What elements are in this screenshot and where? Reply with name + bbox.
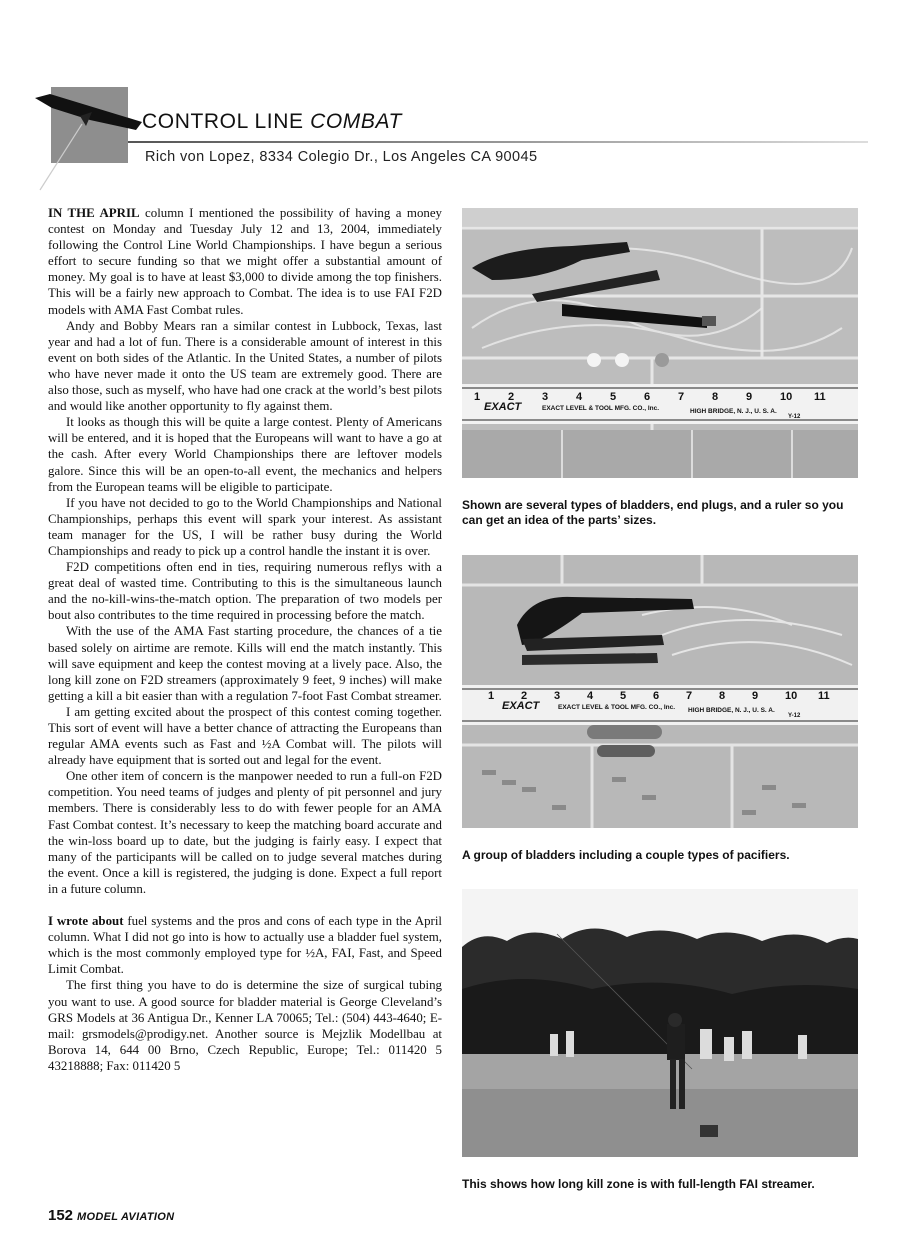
ruler-number: 7 [678,391,685,403]
ruler-brand: EXACT [502,700,540,712]
photo-caption-1: Shown are several types of bladders, end plugs, and a ruler so you can get an idea of the parts’ sizes. [462,498,844,527]
paragraph: The first thing you have to do is determine the size of surgical tubing you want to use. A good source for bladder material is George Cleveland’s GRS Models at 36 Antigua Dr., Kenner LA 70065; Tel.: (504) 443-4640; E-mail: grsmodels@prodigy.net. Another source is Mejzlik Modellbau at Borova 14, 644 00 Brno, Czech Republic, Europe; Tel.: 011420 5 43218888; Fax: 011420 5 [48,978,442,1073]
article-column [48,205,442,1074]
ruler-number: 5 [620,690,627,702]
ruler-place: HIGH BRIDGE, N. J., U. S. A. [690,408,777,415]
page-folio [48,1207,174,1224]
ruler-number: 11 [814,391,826,403]
ruler-number: 6 [644,391,651,403]
photo-bladders-ruler [462,208,858,478]
ruler-number: 6 [653,690,660,702]
title-rule [128,141,868,143]
ruler-number: 2 [521,690,528,702]
photo-caption-3: This shows how long kill zone is with full-length FAI streamer. [462,1177,815,1191]
photo-bladder-group [462,555,858,828]
ruler-brand: EXACT [484,401,522,413]
ruler-number: 10 [785,690,798,702]
ruler-number: 10 [780,391,793,403]
page-number: 152 [48,1207,74,1224]
paragraph: I am getting excited about the prospect of this contest coming together. This sort of event will have a better chance of attracting the Europeans than regular AMA events such as Fast and ½A Combat will. The pilots will already have equipment that is sorted out and legal for the event. [48,704,442,768]
author-line: Rich von Lopez, 8334 Colegio Dr., Los Angeles CA 90045 [145,149,538,165]
ruler-number: 9 [752,690,759,702]
ruler-number: 8 [712,391,719,403]
ruler-number: 3 [542,391,549,403]
paragraph: If you have not decided to go to the World Championships and National Championships, perhaps this event will spark your interest. As assistant team manager for the US, I will be rather busy during the World Championships and ready to pick up a control handle the instant it is over. [48,495,442,558]
ruler-model: Y-12 [788,713,801,719]
paragraph: One other item of concern is the manpower needed to run a full-on F2D competition. You need teams of judges and plenty of pit personnel and jury members. There is considerably less to do with fewer people for an AMA Fast Combat contest. It’s necessary to keep the matching board accurate and the win-loss board up to date, but the judging is fairly easy. I expect that many of the participants will be called on to judge several matches during the event. Once a kill is registered, the judging is done. Expect a full report in a future column. [48,769,442,896]
ruler-number: 2 [508,391,515,403]
paragraph: It looks as though this will be quite a large contest. Plenty of Americans will be entered, and it is hoped that the Europeans will want to have a go at the cash. After every World Championships there are leftover models galore. Since this will be an open-to-all event, the mechanics and helpers from the European teams will be eligible to participate. [48,415,442,494]
ruler-maker: EXACT LEVEL & TOOL MFG. CO., Inc. [542,405,660,412]
photo-caption-2: A group of bladders including a couple types of pacifiers. [462,848,790,862]
paragraph: I wrote about fuel systems and the pros and cons of each type in the April column. What I did not go into is how to actually use a bladder fuel system, which is the most commonly employed type for ½A, FAI, Fast, and Speed Limit Combat. [48,914,442,977]
ruler-number: 7 [686,690,693,702]
ruler-number: 1 [474,391,481,403]
paragraph: F2D competitions often end in ties, requiring numerous reflys with a great deal of wasted time. Contributing to this is the simultaneous launch and the no-kill-wins-the-match option. The preparation of two models per bout also contributes to the time required in processing before the match. [48,560,442,623]
ruler-number: 1 [488,690,495,702]
ruler-number: 9 [746,391,753,403]
ruler-number: 4 [587,690,594,702]
ruler-maker: EXACT LEVEL & TOOL MFG. CO., Inc. [558,704,676,711]
paragraph: IN THE APRIL column I mentioned the possibility of having a money contest on Monday and Tuesday July 12 and 13, 2004, immediately following the Control Line World Championships. I have begun a serious effort to secure funding so that we might offer a substantial amount of money. My goal is to have at least $3,000 to divide among the top finishers. This will be a fairly new approach to Combat. The idea is to use FAI F2D models with AMA Fast Combat rules. [48,206,442,317]
paragraph: Andy and Bobby Mears ran a similar contest in Lubbock, Texas, last year and had a lot of fun. There is a considerable amount of interest in this event on both sides of the Atlantic. In the United States, a number of pilots who have never made it onto the US team are extremely good. There are also those, such as myself, who have had one crack at the world’s best pilots and would like another opportunity to fly against them. [48,318,442,414]
ruler-number: 11 [818,690,830,702]
paragraph: With the use of the AMA Fast starting procedure, the chances of a tie based solely on airtime are remote. Kills will end the match instantly. This will save equipment and keep the contest moving at a lively pace. Also, the long kill zone on F2D streamers (approximately 9 feet, 9 inches) will make getting a kill a bit easier than with a regulation 7-foot Fast Combat streamer. [48,624,442,703]
ruler-number: 4 [576,391,583,403]
column-title: CONTROL LINE COMBAT [142,110,402,133]
ruler-number: 5 [610,391,617,403]
magazine-name: MODEL AVIATION [77,1211,175,1223]
ruler-place: HIGH BRIDGE, N. J., U. S. A. [688,707,775,714]
ruler-model: Y-12 [788,414,801,420]
photo-flying-field [462,889,858,1157]
ruler-number: 3 [554,690,561,702]
ruler-number: 8 [719,690,726,702]
